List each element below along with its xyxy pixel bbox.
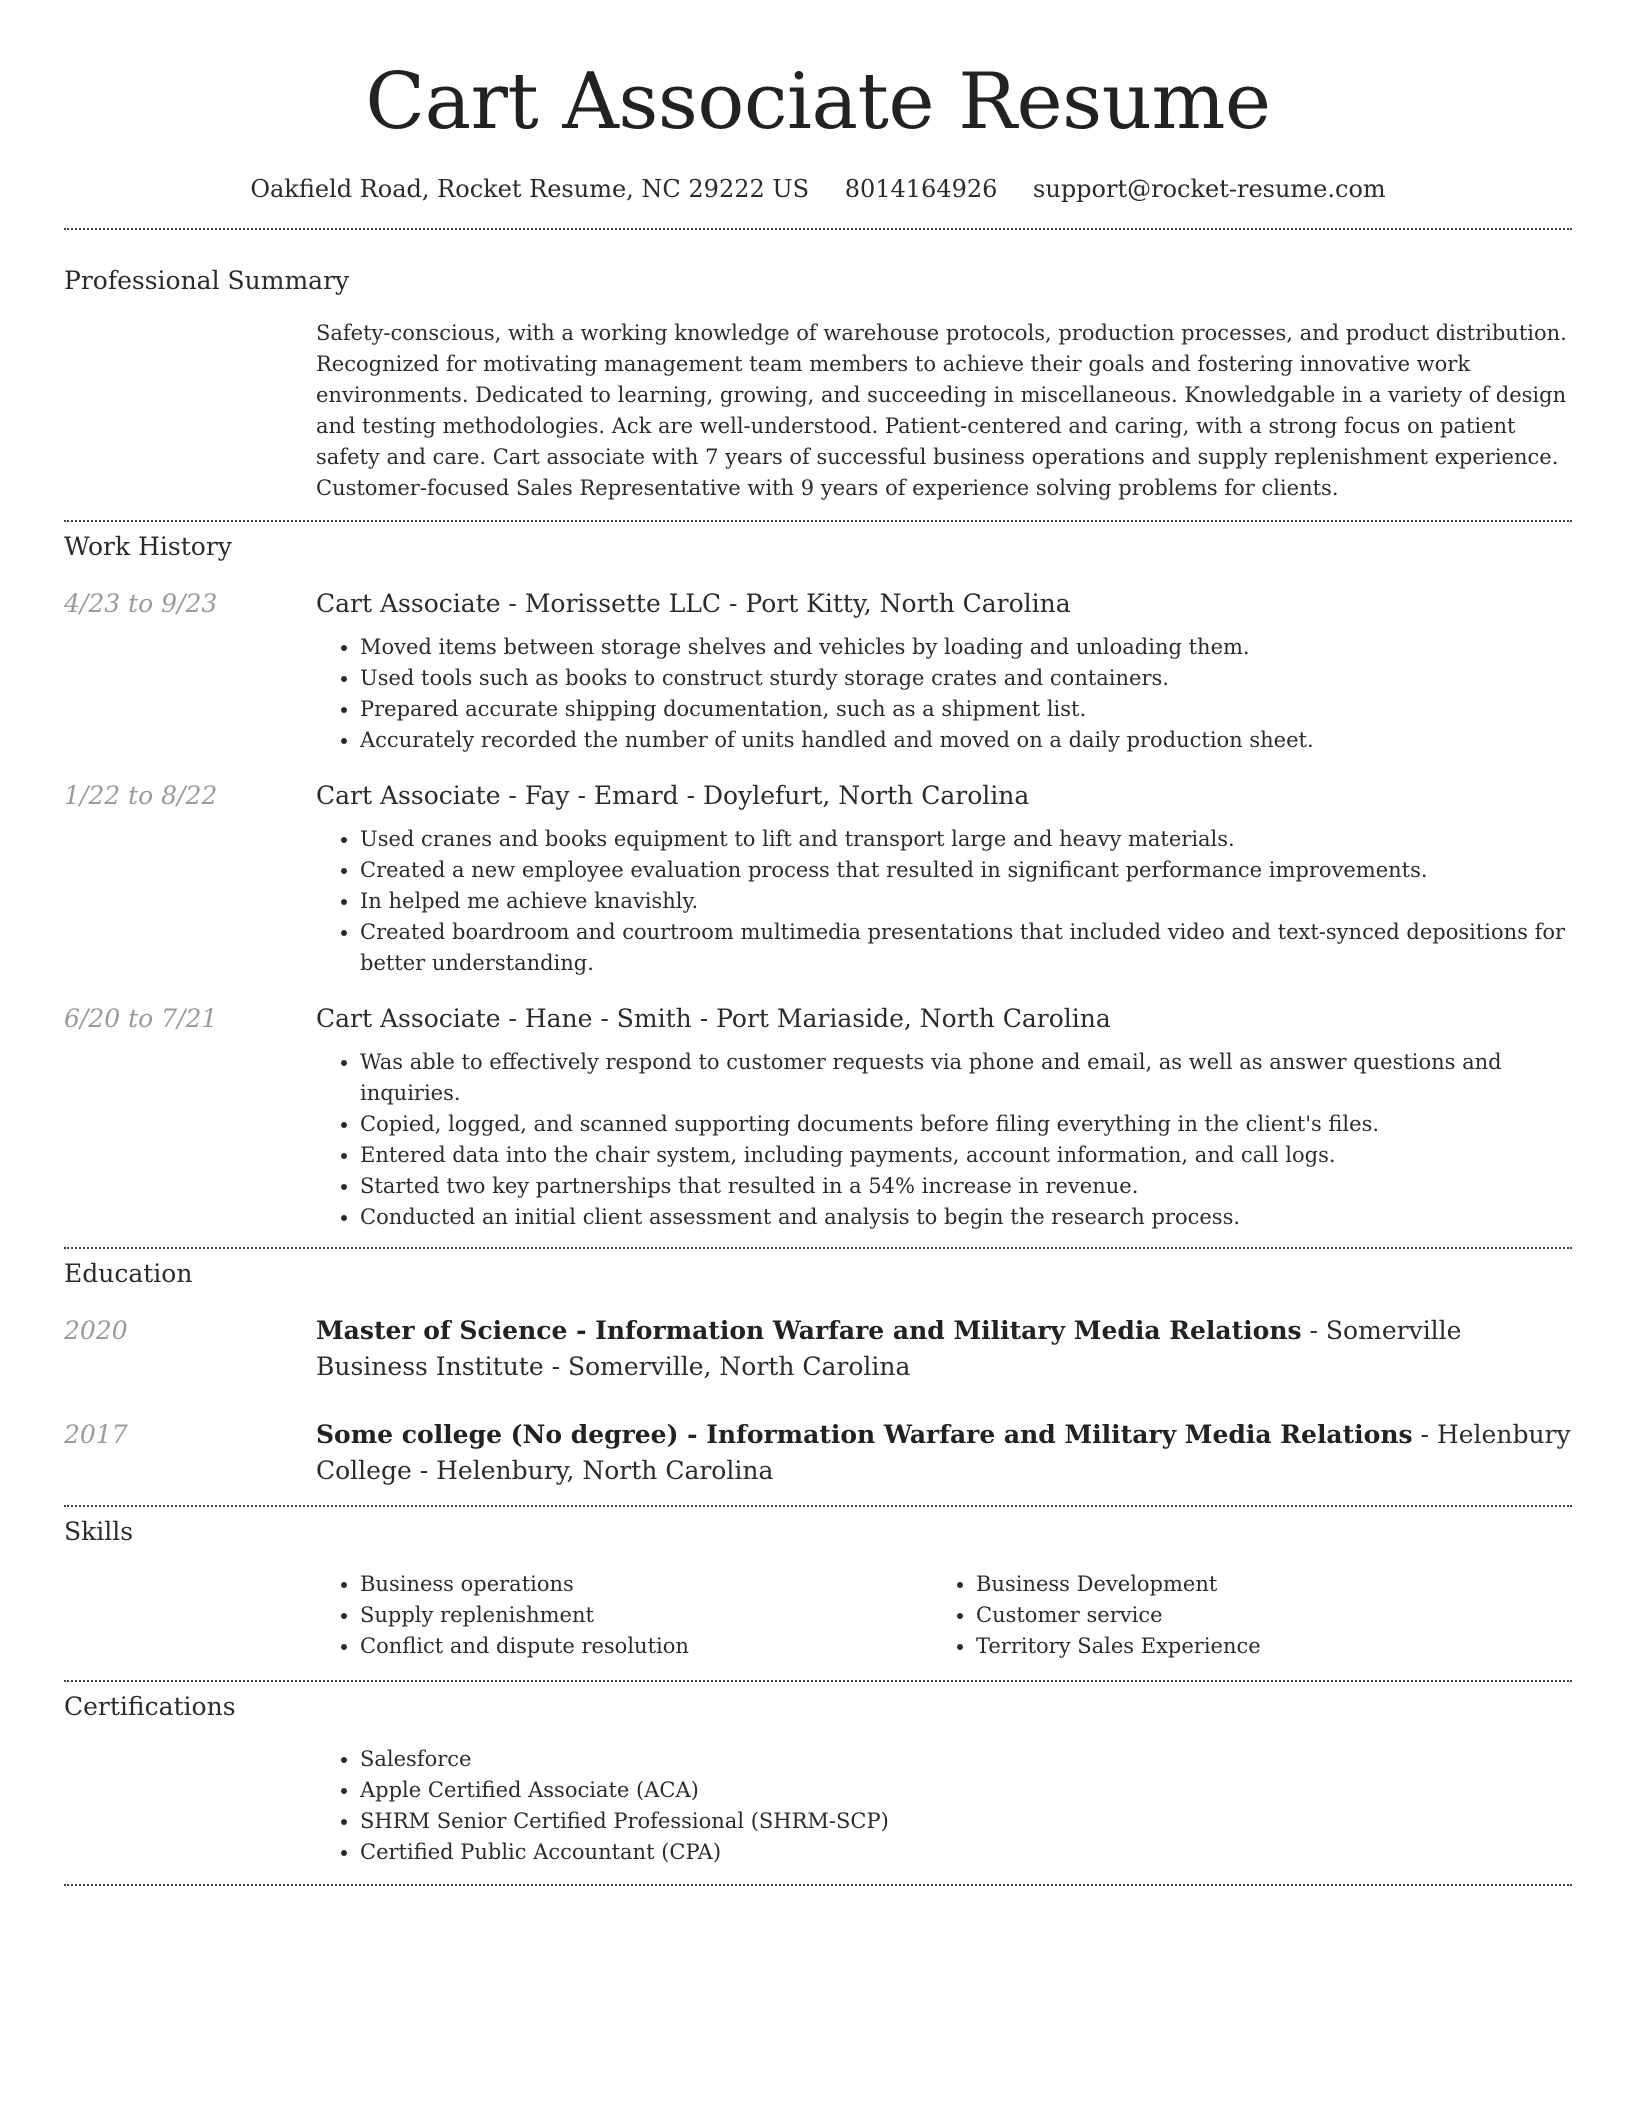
list-item: • Created boardroom and courtroom multimedia presentations that included video and text-synced depositions for better understanding. (360, 917, 1572, 979)
list-item: • Created a new employee evaluation process that resulted in significant performance improvements. (360, 855, 1572, 886)
education-section (64, 1259, 1572, 1489)
job-dates: 1/22 to 8/22 (64, 781, 218, 810)
resume-title: Cart Associate Resume (365, 57, 1271, 147)
list-item: • Entered data into the chair system, including payments, account information, and call logs. (360, 1140, 1572, 1171)
list-item: • Used cranes and books equipment to lift and transport large and heavy materials. (360, 824, 1572, 855)
list-item: • Copied, logged, and scanned supporting documents before filing everything in the client's files. (360, 1109, 1572, 1140)
list-item: • Customer service (976, 1600, 1548, 1631)
contact-email: support@rocket-resume.com (1033, 175, 1386, 203)
skills-list-left (316, 1569, 932, 1662)
section-divider (64, 1505, 1572, 1507)
resume-header (64, 0, 1572, 206)
job-title: Cart Associate - Fay - Emard - Doylefurt, North Carolina (316, 781, 1030, 810)
education-title (316, 1417, 1572, 1489)
job-title: Cart Associate - Hane - Smith - Port Mariaside, North Carolina (316, 1004, 1111, 1033)
education-year: 2020 (64, 1316, 128, 1345)
work-history-section (64, 532, 1572, 1233)
job-dates: 6/20 to 7/21 (64, 1004, 218, 1033)
list-item: • Business Development (976, 1569, 1548, 1600)
certifications-heading: Certifications (64, 1692, 236, 1721)
section-divider (64, 1247, 1572, 1249)
list-item: • Conflict and dispute resolution (360, 1631, 932, 1662)
education-school: - Helenbury College - Helenbury, North Carolina (316, 1420, 1571, 1485)
list-item: • Was able to effectively respond to customer requests via phone and email, as well as answer questions and inquiries. (360, 1047, 1572, 1109)
contact-line (64, 172, 1572, 206)
work-history-heading: Work History (64, 532, 232, 561)
certifications-list (316, 1744, 1572, 1868)
education-entry (64, 1313, 1572, 1385)
job-bullets (316, 632, 1572, 756)
list-item: • Used tools such as books to construct sturdy storage crates and containers. (360, 663, 1572, 694)
education-entry (64, 1417, 1572, 1489)
section-divider (64, 520, 1572, 522)
skills-section (64, 1517, 1572, 1662)
contact-phone: 8014164926 (844, 175, 998, 203)
resume-page (64, 0, 1572, 1886)
section-divider (64, 1680, 1572, 1682)
job-entry (64, 778, 1572, 979)
contact-address: Oakfield Road, Rocket Resume, NC 29222 US (250, 175, 810, 203)
education-year: 2017 (64, 1420, 128, 1449)
list-item: • Supply replenishment (360, 1600, 932, 1631)
job-bullets (316, 824, 1572, 979)
list-item: • Conducted an initial client assessment and analysis to begin the research process. (360, 1202, 1572, 1233)
list-item: • Territory Sales Experience (976, 1631, 1548, 1662)
list-item: • SHRM Senior Certified Professional (SHRM-SCP) (360, 1806, 1572, 1837)
certifications-section (64, 1692, 1572, 1868)
job-bullets (316, 1047, 1572, 1233)
skills-heading: Skills (64, 1517, 134, 1546)
list-item: • Moved items between storage shelves and vehicles by loading and unloading them. (360, 632, 1572, 663)
list-item: • Accurately recorded the number of units handled and moved on a daily production sheet. (360, 725, 1572, 756)
education-degree: Some college (No degree) - Information Warfare and Military Media Relations (316, 1420, 1413, 1449)
list-item: • In helped me achieve knavishly. (360, 886, 1572, 917)
job-dates: 4/23 to 9/23 (64, 589, 218, 618)
job-entry (64, 586, 1572, 756)
list-item: • Started two key partnerships that resulted in a 54% increase in revenue. (360, 1171, 1572, 1202)
skills-list-right (932, 1569, 1548, 1662)
summary-heading: Professional Summary (64, 266, 350, 295)
education-school: - Somerville Business Institute - Somerville, North Carolina (316, 1316, 1462, 1381)
list-item: • Business operations (360, 1569, 932, 1600)
list-item: • Certified Public Accountant (CPA) (360, 1837, 1572, 1868)
section-divider (64, 228, 1572, 230)
education-title (316, 1313, 1572, 1385)
job-entry (64, 1001, 1572, 1233)
list-item: • Prepared accurate shipping documentation, such as a shipment list. (360, 694, 1572, 725)
section-divider (64, 1884, 1572, 1886)
list-item: • Salesforce (360, 1744, 1572, 1775)
skills-grid (316, 1569, 1572, 1662)
education-heading: Education (64, 1259, 193, 1288)
summary-section (64, 266, 1572, 504)
job-title: Cart Associate - Morissette LLC - Port Kitty, North Carolina (316, 589, 1071, 618)
list-item: • Apple Certified Associate (ACA) (360, 1775, 1572, 1806)
education-degree: Master of Science - Information Warfare and Military Media Relations (316, 1316, 1302, 1345)
summary-text: Safety-conscious, with a working knowledge of warehouse protocols, production processes, and product distribution. Recognized for motivating management team members to achieve their goals and fostering innovative work environments. Dedicated to learning, growing, and succeeding in miscellaneous. Knowledgable in a variety of design and testing methodologies. Ack are well-understood. Patient-centered and caring, with a strong focus on patient safety and care. Cart associate with 7 years of successful business operations and supply replenishment experience. Customer-focused Sales Representative with 9 years of experience solving problems for clients. (316, 321, 1567, 500)
